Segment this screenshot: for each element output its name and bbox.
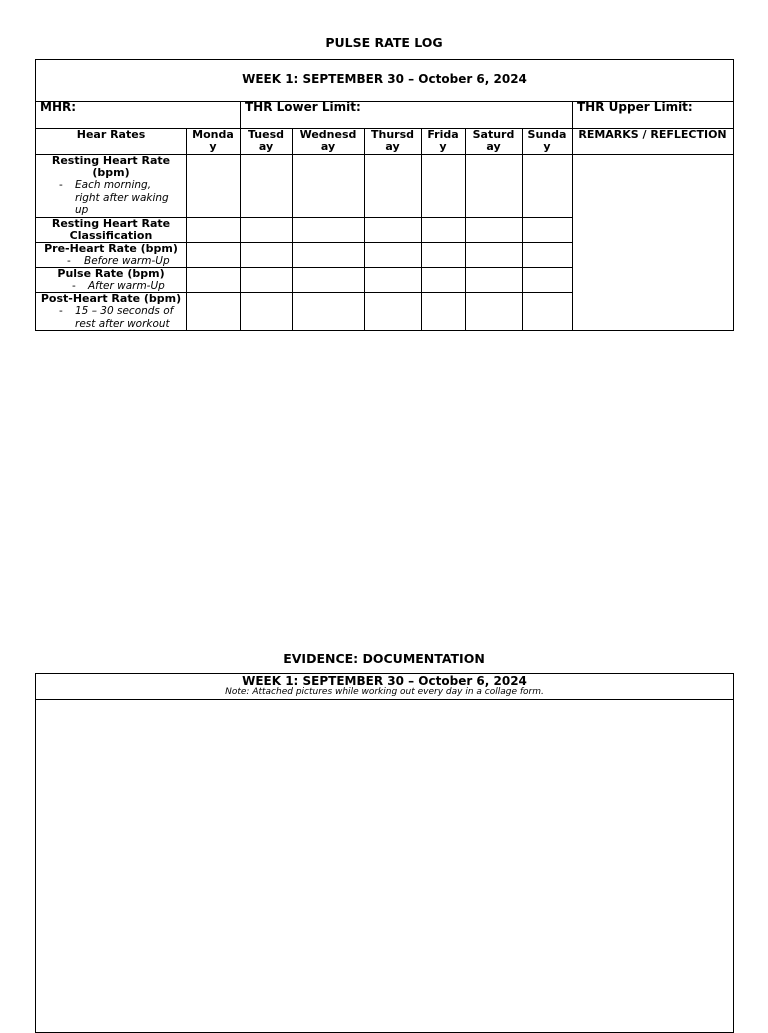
column-header-saturday: Saturd ay — [472, 128, 515, 153]
thr-lower-label: THR Lower Limit: — [245, 100, 361, 114]
row-label-pulse-rate: Pulse Rate (bpm) — [57, 267, 165, 280]
evidence-title: EVIDENCE: DOCUMENTATION — [283, 651, 485, 666]
column-header-monday: Monda y — [192, 128, 234, 153]
bullet-dash: - — [67, 255, 71, 267]
row-label-resting-heart-rate: Resting Heart Rate (bpm) — [51, 154, 171, 179]
evidence-week-heading: WEEK 1: SEPTEMBER 30 – October 6, 2024 — [242, 674, 527, 688]
row-label-pre-heart-rate: Pre-Heart Rate (bpm) — [44, 242, 178, 255]
column-header-sunday: Sunda y — [527, 128, 567, 153]
column-header-thursday: Thursd ay — [370, 128, 414, 153]
thr-upper-label: THR Upper Limit: — [577, 100, 693, 114]
column-header-friday: Frida y — [427, 128, 459, 153]
row-note-pre: Before warm-Up — [84, 255, 170, 267]
evidence-note: Note: Attached pictures while working out every day in a collage form. — [225, 687, 544, 697]
row-label-resting-classification: Resting Heart Rate Classification — [51, 217, 171, 242]
column-header-rates: Hear Rates — [76, 128, 146, 141]
pulse-log-title: PULSE RATE LOG — [325, 35, 443, 50]
row-note-pulse: After warm-Up — [88, 280, 165, 292]
bullet-dash: - — [59, 179, 63, 191]
row-note-resting: Each morning, right after waking up — [75, 179, 169, 216]
bullet-dash: - — [72, 280, 76, 292]
pulse-rate-table — [35, 59, 734, 331]
row-note-post: 15 – 30 seconds of rest after workout — [75, 305, 174, 330]
bullet-dash: - — [59, 305, 63, 317]
column-header-remarks: REMARKS / REFLECTION — [578, 128, 727, 141]
mhr-label: MHR: — [40, 100, 77, 114]
column-header-tuesday: Tuesd ay — [247, 128, 284, 153]
column-header-wednesday: Wednesd ay — [299, 128, 357, 153]
week-heading: WEEK 1: SEPTEMBER 30 – October 6, 2024 — [242, 72, 527, 86]
evidence-box — [35, 673, 734, 1033]
row-label-post-heart-rate: Post-Heart Rate (bpm) — [40, 292, 182, 305]
photo-collage-area[interactable] — [36, 700, 733, 1032]
